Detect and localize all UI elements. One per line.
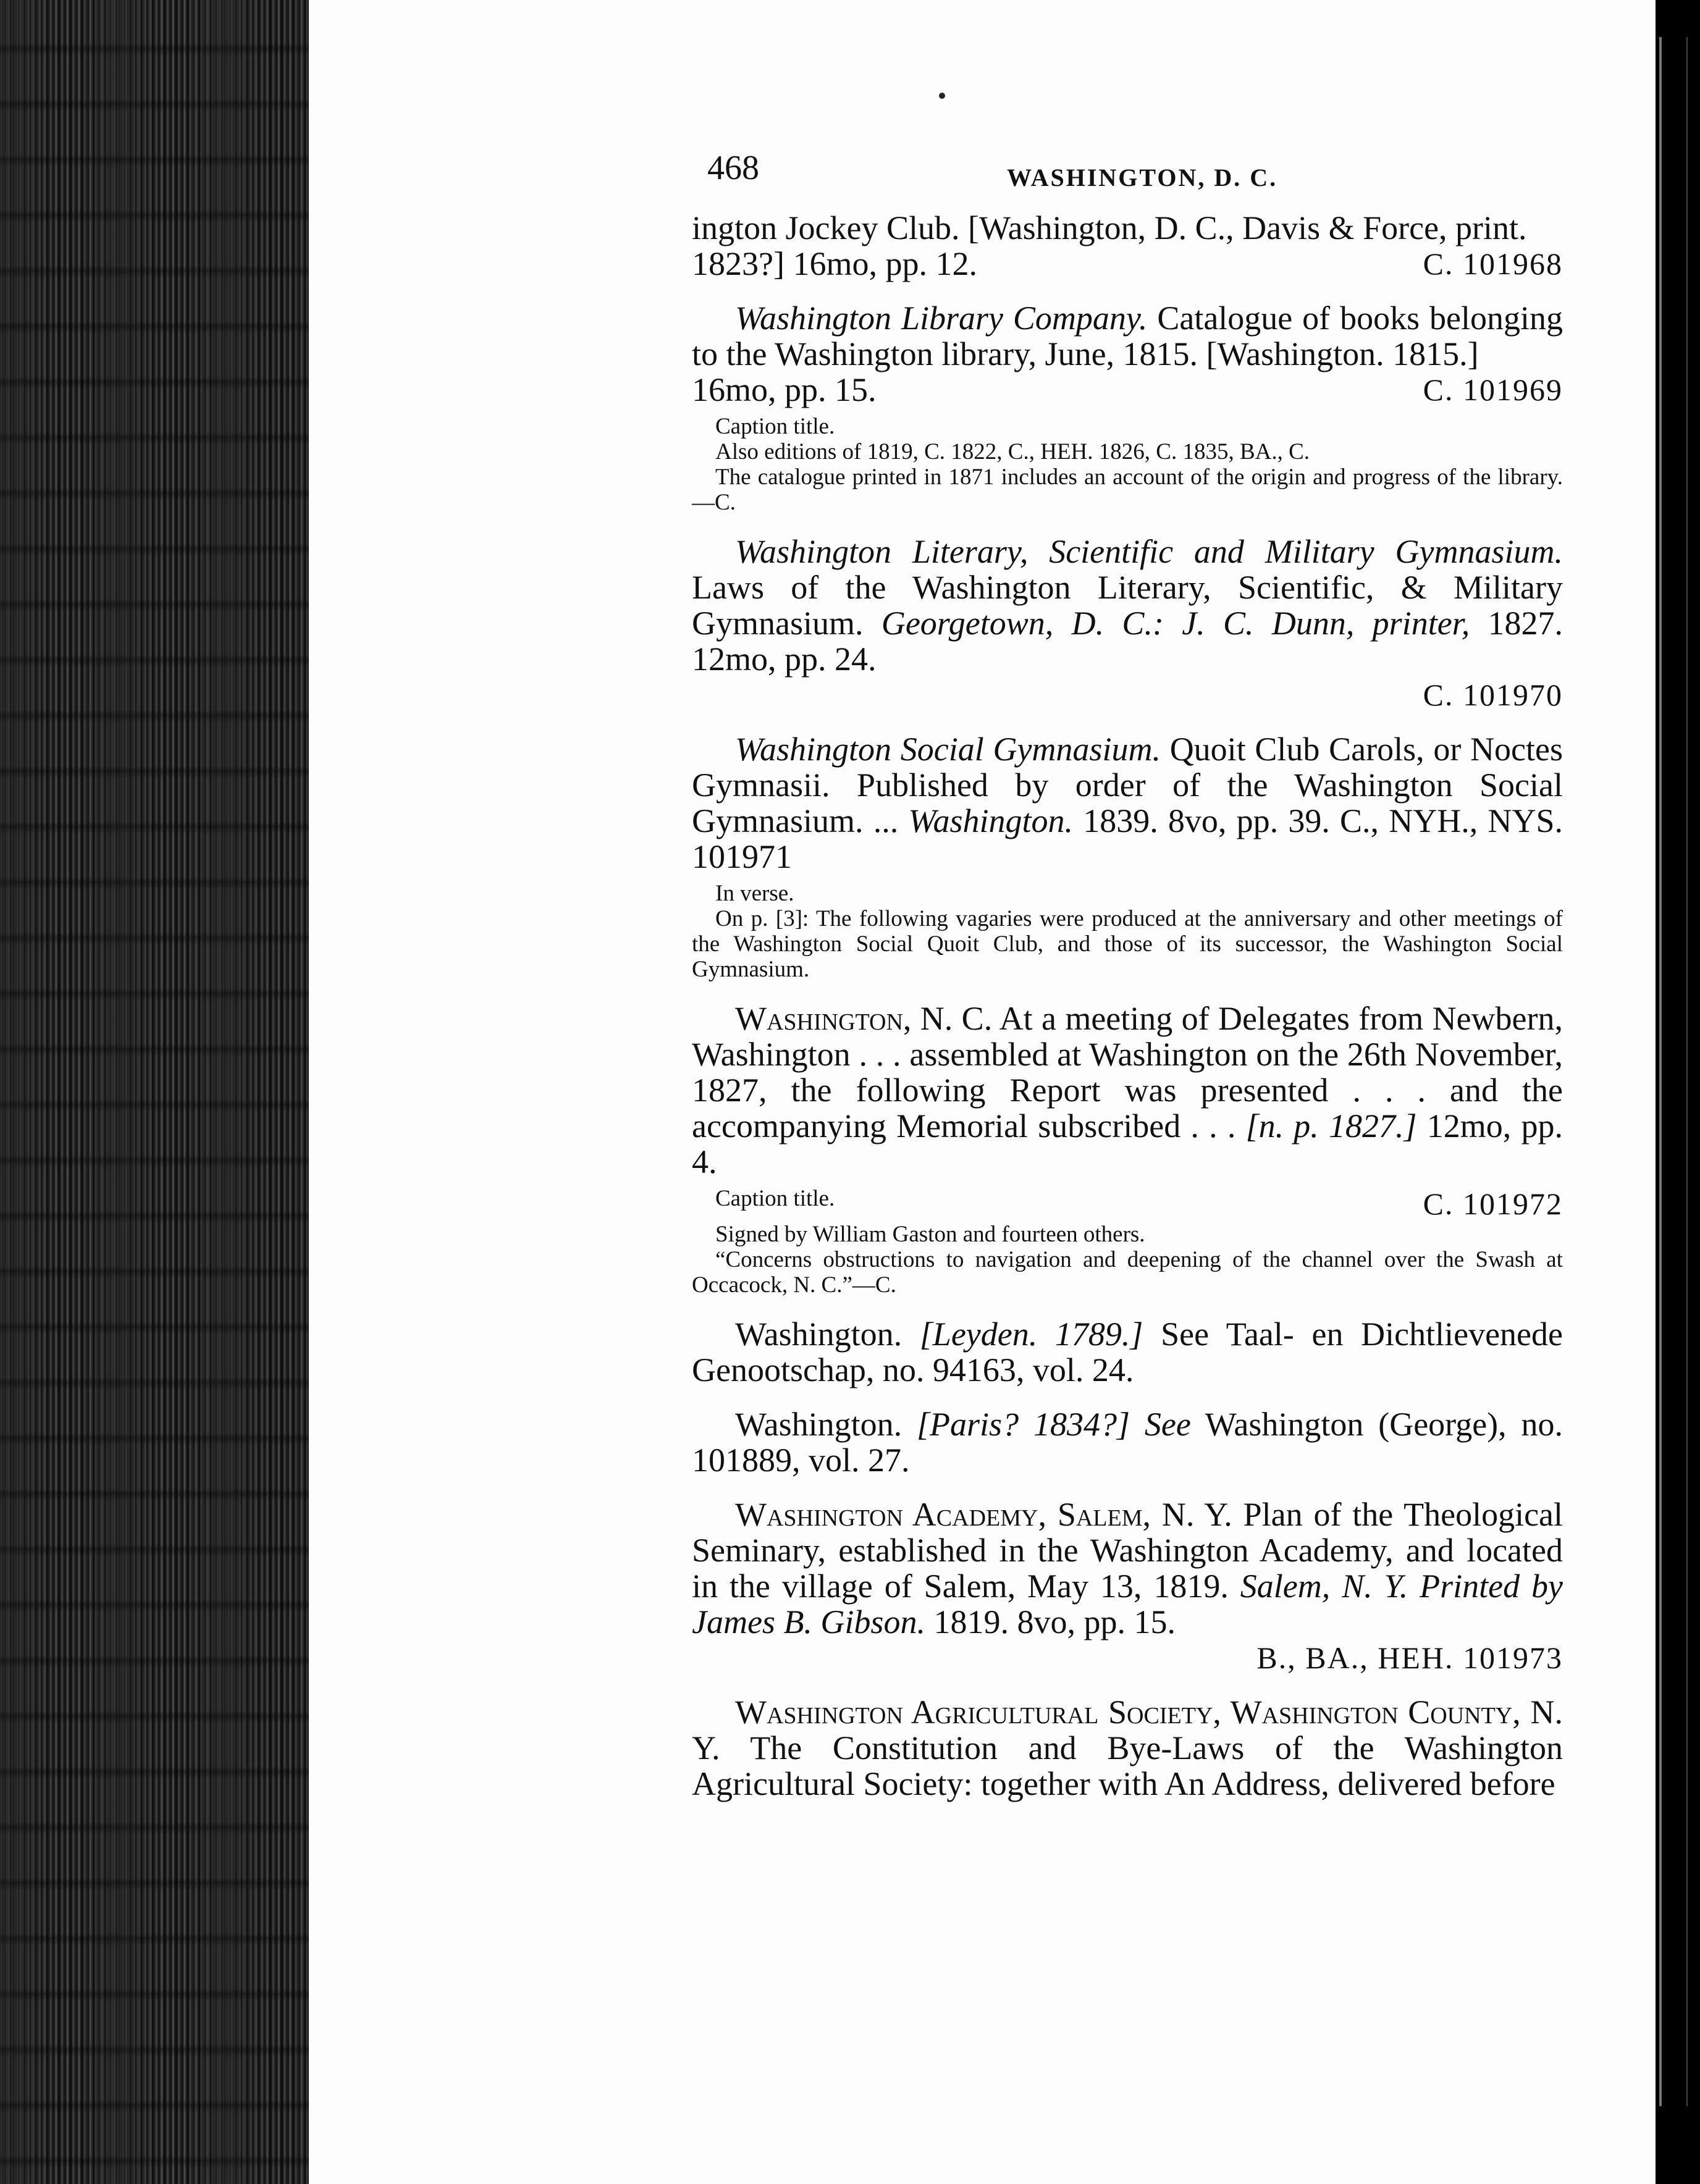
note: Also editions of 1819, C. 1822, C., HEH. 1826, C. 1835, BA., C. bbox=[715, 439, 1310, 464]
entry-washington-library-company bbox=[692, 300, 1563, 372]
page-text bbox=[692, 148, 1563, 1802]
note: “Concerns obstructions to navigation and deepening of the channel over the Swash at Occacock, N. C.”—C. bbox=[692, 1247, 1563, 1298]
entry-body: Plan of the Theological Seminary, established in the Washington Academy, and located in the village of Salem, May 13, 1819. bbox=[692, 1496, 1563, 1605]
entry-collation: 16mo, pp. 15. bbox=[692, 371, 877, 408]
entry-washington-academy bbox=[692, 1497, 1563, 1640]
entry-collation: 1823?] 16mo, pp. 12. bbox=[692, 245, 977, 282]
page-number: 468 bbox=[707, 149, 759, 187]
entry-agricultural-society bbox=[692, 1694, 1563, 1802]
entry-title: Washington Literary, Scientific and Military Gymnasium. bbox=[735, 533, 1563, 570]
see-reference: See bbox=[1144, 1406, 1191, 1443]
entry-body: Quoit Club Carols, or Noctes Gymnasii. Published by order of the Washington Social Gymnasium. ... bbox=[692, 731, 1563, 839]
entry-title: Washington Library Company. bbox=[735, 300, 1148, 337]
note: Caption title. bbox=[715, 414, 835, 439]
entry-washington-leyden bbox=[692, 1316, 1563, 1388]
note: Caption title. bbox=[715, 1186, 835, 1211]
entry-washington-paris bbox=[692, 1406, 1563, 1478]
entry-collation: 1827. 12mo, pp. 24. bbox=[692, 605, 1563, 678]
entry-literary-gymnasium bbox=[692, 534, 1563, 677]
book-page-edge bbox=[0, 0, 309, 2184]
entry-imprint: Georgetown, D. C.: J. C. Dunn, printer, bbox=[881, 605, 1470, 642]
entry-reference: C. 101968 bbox=[1423, 246, 1563, 281]
entry-title: Washington Academy, Salem, N. Y. bbox=[735, 1496, 1232, 1533]
entry-notes bbox=[692, 414, 1563, 515]
entry-continuation: ington Jockey Club. [Washington, D. C., Davis & Force, print. bbox=[692, 209, 1527, 246]
entry-collation: 1839. 8vo, pp. 39. C., NYH., NYS. 101971 bbox=[692, 802, 1563, 875]
entry-tail-line bbox=[692, 246, 1563, 282]
entry-imprint: [Leyden. 1789.] bbox=[919, 1316, 1143, 1353]
entry-collation: 12mo, pp. 4. bbox=[692, 1107, 1563, 1180]
note: On p. [3]: The following vagaries were produced at the anniversary and other meetings of the Washington Social Quoit Club, and those of its successor, the Washington Social Gymnasium. bbox=[692, 906, 1563, 982]
note: The catalogue printed in 1871 includes an account of the origin and progress of the library.—C. bbox=[692, 464, 1563, 515]
note: In verse. bbox=[715, 881, 794, 906]
note: Signed by William Gaston and fourteen others. bbox=[715, 1222, 1145, 1247]
entry-imprint: [n. p. 1827.] bbox=[1245, 1107, 1417, 1144]
entry-reference: C. 101969 bbox=[1423, 372, 1563, 407]
entry-body: See Taal- en Dichtlievenede Genootschap, no. 94163, vol. 24. bbox=[692, 1316, 1563, 1388]
entry-social-gymnasium bbox=[692, 731, 1563, 875]
entry-collation: 1819. 8vo, pp. 15. bbox=[933, 1603, 1176, 1640]
entry-imprint: [Paris? 1834?] bbox=[917, 1406, 1130, 1443]
entry-imprint: Salem, N. Y. Printed by James B. Gibson. bbox=[692, 1568, 1563, 1640]
note-row bbox=[692, 1186, 1563, 1222]
page-header bbox=[692, 148, 1563, 204]
entry-body: Laws of the Washington Literary, Scientific, & Military Gymnasium. bbox=[692, 569, 1563, 642]
entry-title: Washington. bbox=[735, 1316, 903, 1353]
entry-reference: C. 101970 bbox=[1423, 678, 1563, 712]
entry-notes bbox=[692, 881, 1563, 982]
ink-speck bbox=[939, 93, 945, 99]
entry-title: Washington. bbox=[735, 1406, 903, 1443]
entry-reference: C. 101972 bbox=[1423, 1186, 1563, 1221]
entry-body: At a meeting of Delegates from Newbern, Washington . . . assembled at Washington on the 26th November, 1827, the following Report was presented . . . and the accompanying Memorial subscribed . . . bbox=[692, 1000, 1563, 1144]
entry-title: Washington, N. C. bbox=[735, 1000, 993, 1037]
entry-title: Washington Agricultural Society, Washington County, N. Y. bbox=[692, 1694, 1563, 1766]
entry-title: Washington Social Gymnasium. bbox=[735, 731, 1161, 768]
entry-tail-line bbox=[692, 372, 1563, 408]
entry-washington-nc bbox=[692, 1001, 1563, 1180]
running-head: WASHINGTON, D. C. bbox=[1007, 164, 1278, 191]
entry-reference: B., BA., HEH. 101973 bbox=[1256, 1640, 1563, 1675]
book-right-edge bbox=[1656, 0, 1700, 2184]
entry-body: The Constitution and Bye-Laws of the Washington Agricultural Society: together with An Address, delivered before bbox=[692, 1729, 1563, 1802]
entry-body: Catalogue of books belonging to the Washington library, June, 1815. [Washington. 1815.] bbox=[692, 300, 1563, 372]
entry-body: Washington (George), no. 101889, vol. 27. bbox=[692, 1406, 1563, 1479]
entry-notes bbox=[692, 1186, 1563, 1298]
entry-imprint: Washington. bbox=[908, 802, 1073, 839]
